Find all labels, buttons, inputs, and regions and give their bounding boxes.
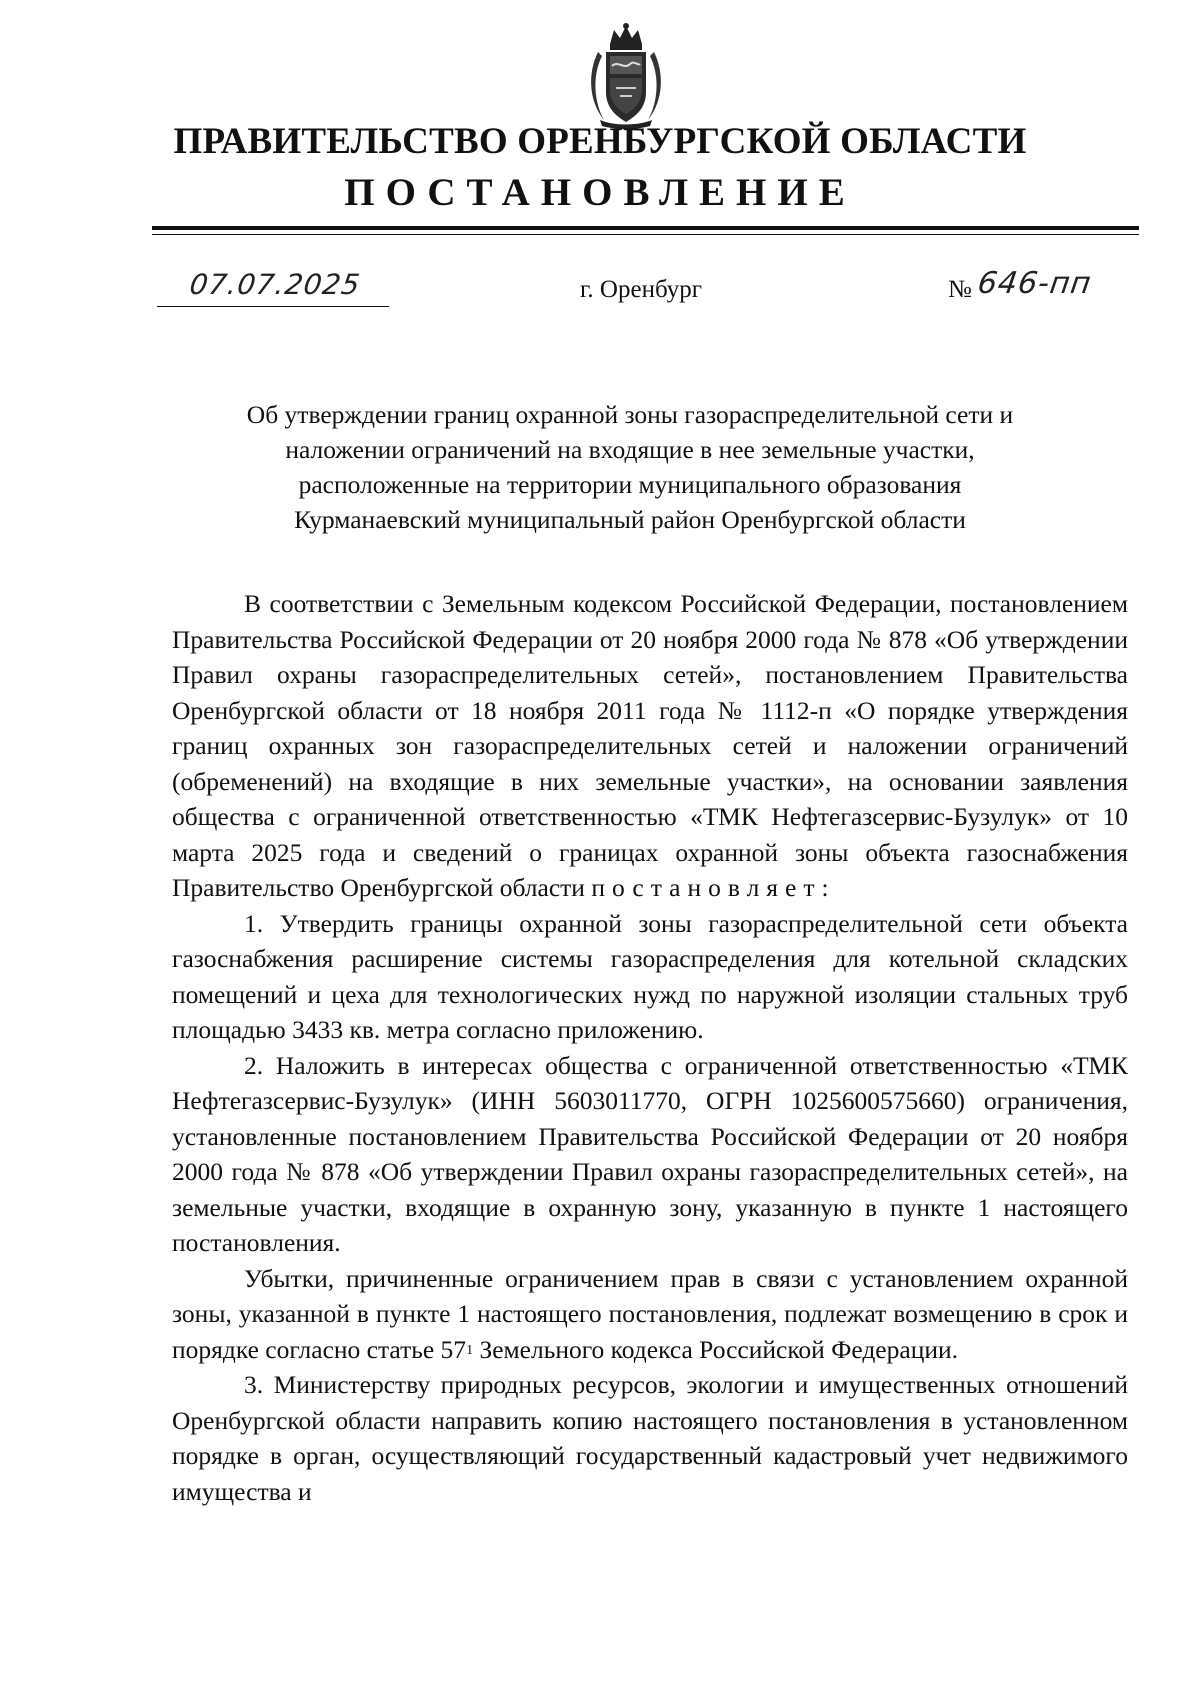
paragraph-end: Земельного кодекса Российской Федерации. xyxy=(473,1334,959,1364)
body-paragraph xyxy=(172,1261,1128,1368)
number-label: № xyxy=(948,276,972,303)
title-line: наложении ограничений на входящие в нее земельные участки, xyxy=(285,435,975,464)
header-rule-thick xyxy=(152,226,1139,230)
paragraph-text: Убытки, причиненные ограничением прав в связи с установлением охранной зоны, указанной в пункте 1 настоящего постановления, подлежат возмещению в срок и порядке согласно статье 57 xyxy=(172,1263,1128,1364)
document-title xyxy=(160,397,1100,537)
paragraph-text: В соответствии с Земельным кодексом Российской Федерации, постановлением Правительства Российской Федерации от 20 ноября 2000 года № 878 «Об утверждении Правил охраны газораспределительных сетей», постановлением Правительства Оренбургской области от 18 ноября 2011 года № 1112-п «О порядке утверждения границ охранных зон газораспределительных сетей и наложении ограничений (обременений) на входящие в них земельные участки», на основании заявления общества с ограниченной ответственностью «ТМК Нефтегазсервис-Бузулук» от 10 марта 2025 года и сведений о границах охранной зоны объекта газоснабжения Правительство Оренбургской области xyxy=(172,589,1128,902)
resolution-word: постановляет xyxy=(591,873,822,902)
title-line: Об утверждении границ охранной зоны газораспределительной сети и xyxy=(246,400,1014,429)
document-number: 646-пп xyxy=(975,266,1094,301)
paragraph-end: : xyxy=(821,873,829,902)
date-underline xyxy=(157,306,389,307)
body-paragraph xyxy=(172,586,1128,906)
body-paragraph: 1. Утвердить границы охранной зоны газораспределительной сети объекта газоснабжения расширение системы газораспределения для котельной складских помещений и цеха для технологических нужд по наружной изоляции стальных труб площадью 3433 кв. метра согласно приложению. xyxy=(172,908,1128,1044)
title-line: расположенные на территории муниципального образования xyxy=(298,470,962,499)
organization-name: ПРАВИТЕЛЬСТВО ОРЕНБУРГСКОЙ ОБЛАСТИ xyxy=(173,121,1027,162)
document-date: 07.07.2025 xyxy=(187,268,363,301)
body-paragraph: 2. Наложить в интересах общества с ограниченной ответственностью «ТМК Нефтегазсервис-Бузулук» (ИНН 5603011770, ОГРН 1025600575660) ограничения, установленные постановлением Правительства Российской Федерации от 20 ноября 2000 года № 878 «Об утверждении Правил охраны газораспределительных сетей», на земельные участки, входящие в охранную зону, указанную в пункте 1 настоящего постановления. xyxy=(172,1050,1128,1257)
document-body xyxy=(172,586,1128,1509)
coat-of-arms-icon xyxy=(580,22,672,130)
document-type: ПОСТАНОВЛЕНИЕ xyxy=(344,171,856,214)
title-line: Курманаевский муниципальный район Оренбургской области xyxy=(294,505,966,534)
article-superscript: 1 xyxy=(466,1342,474,1358)
body-paragraph: 3. Министерству природных ресурсов, экологии и имущественных отношений Оренбургской области направить копию настоящего постановления в установленном порядке в орган, осуществляющий государственный кадастровый учет недвижимого имущества и xyxy=(172,1370,1128,1506)
document-city: г. Оренбург xyxy=(580,276,702,303)
header-rule-thin xyxy=(152,234,1139,235)
